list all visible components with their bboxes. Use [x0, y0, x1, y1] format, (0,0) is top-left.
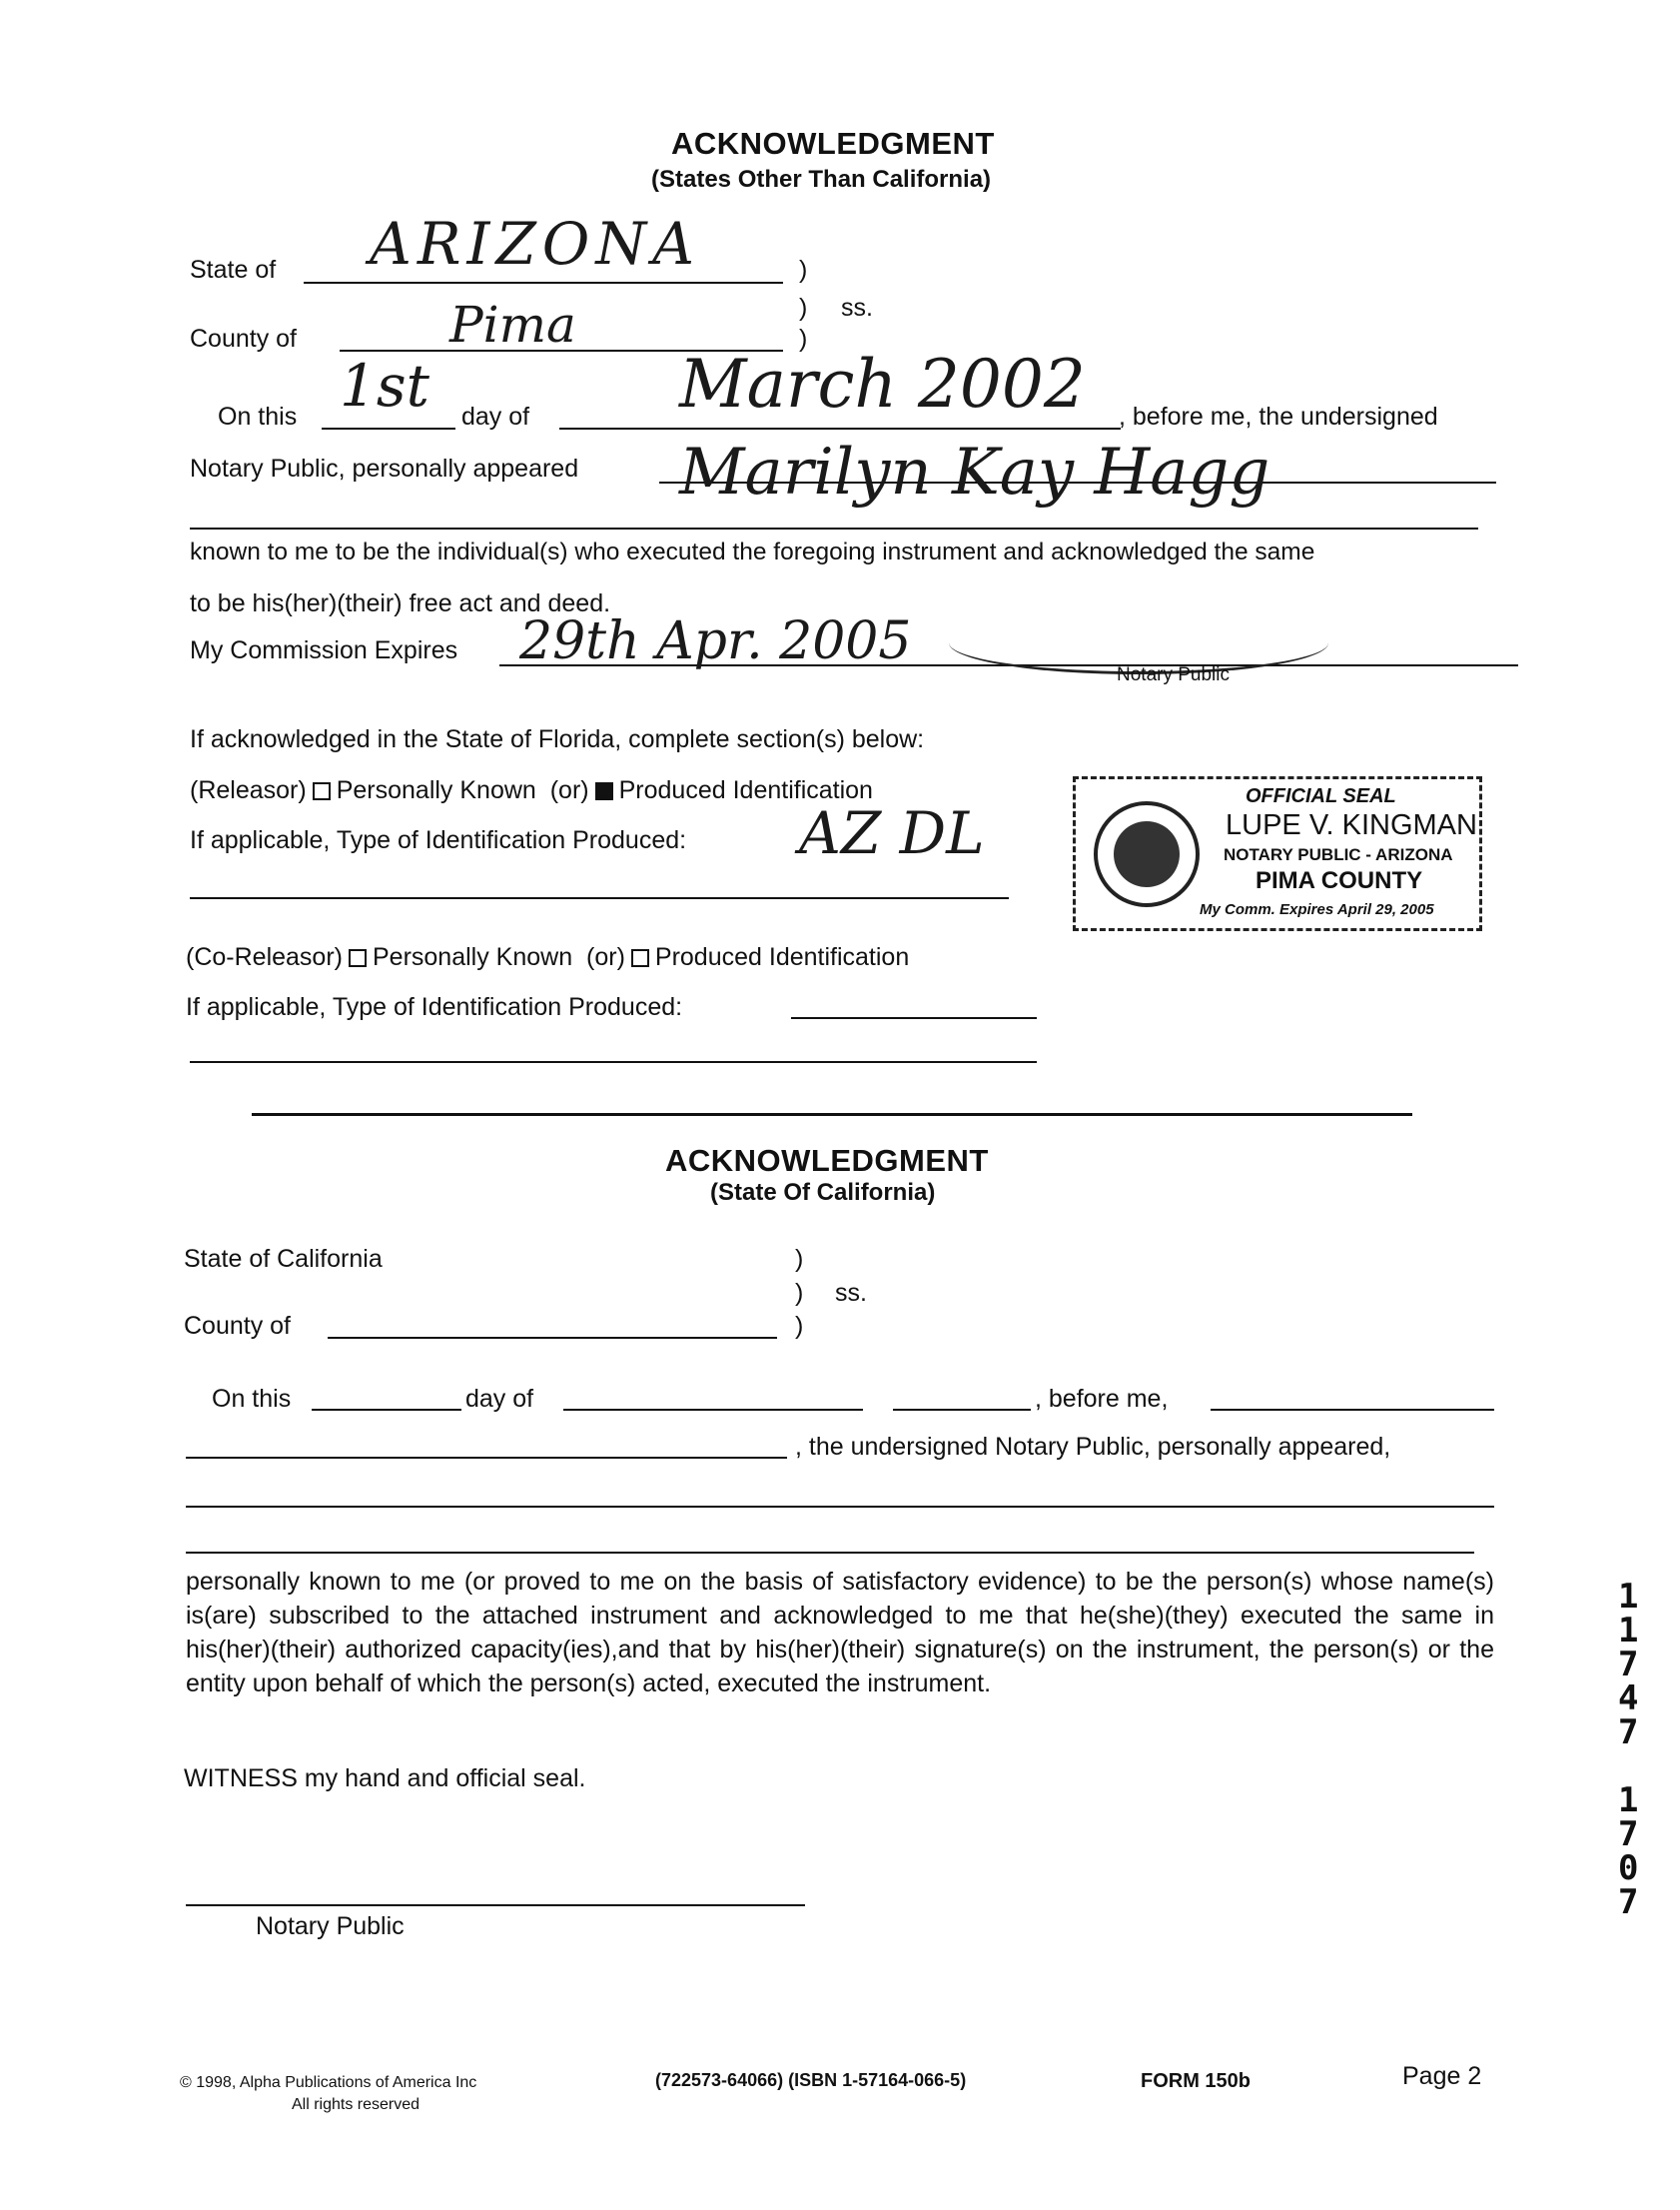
ca-state-label: State of California — [184, 1245, 383, 1273]
ca-year-line — [893, 1409, 1031, 1411]
day-value: 1st — [340, 352, 429, 420]
or-label: (or) — [549, 776, 589, 804]
ca-day-of-label: day of — [465, 1385, 534, 1413]
section-divider — [252, 1113, 1412, 1116]
coreleasor-produced-id-checkbox[interactable] — [631, 949, 649, 967]
before-me-label: , before me, the undersigned — [1119, 403, 1438, 431]
ca-county-line — [328, 1337, 777, 1339]
seal-line4: PIMA COUNTY — [1256, 867, 1423, 894]
ca-paren-1: ) — [795, 1245, 804, 1273]
coreleasor-personally-known-checkbox[interactable] — [349, 949, 367, 967]
ca-ack-subtitle: (State Of California) — [710, 1179, 936, 1206]
ca-paren-2: ) — [795, 1312, 804, 1340]
top-ack-title: ACKNOWLEDGMENT — [671, 126, 995, 161]
ca-date-line — [563, 1409, 863, 1411]
type-id-value: AZ DL — [799, 799, 985, 867]
ss-label: ss. — [841, 294, 873, 322]
margin-digit: 0 — [1618, 1848, 1639, 1888]
releasor-personally-known-checkbox[interactable] — [313, 782, 331, 800]
coreleasor-label: (Co-Releasor) — [186, 943, 343, 971]
ca-notary-signature-line — [186, 1904, 805, 1906]
footer-isbn: (722573-64066) (ISBN 1-57164-066-5) — [655, 2070, 967, 2090]
county-label: County of — [190, 325, 298, 353]
on-this-label: On this — [218, 403, 298, 431]
notary-appeared-label: Notary Public, personally appeared — [190, 455, 579, 483]
releasor-row — [190, 776, 873, 805]
ca-day-line — [312, 1409, 461, 1411]
type-id-line-1 — [190, 897, 1009, 899]
margin-digit: 1 — [1618, 1611, 1639, 1651]
releasor-produced-id-checkbox[interactable] — [595, 782, 613, 800]
coreleasor-produced-id-label: Produced Identification — [654, 943, 910, 971]
ca-undersigned-label: , the undersigned Notary Public, personally appeared, — [795, 1433, 1391, 1461]
ca-notary-public-label: Notary Public — [256, 1912, 405, 1940]
seal-line3: NOTARY PUBLIC - ARIZONA — [1224, 845, 1453, 864]
margin-digit: 1 — [1618, 1577, 1639, 1617]
ca-appeared-line-3 — [186, 1552, 1474, 1554]
footer-copyright: © 1998, Alpha Publications of America Inc — [180, 2074, 477, 2091]
commission-value: 29th Apr. 2005 — [519, 611, 912, 671]
type-id-line-3 — [190, 1061, 1037, 1063]
county-value: Pima — [449, 296, 576, 354]
releasor-label: (Releasor) — [190, 776, 307, 804]
seal-line1: OFFICIAL SEAL — [1246, 785, 1396, 807]
paren-2: ) — [799, 325, 808, 353]
known-text: known to me to be the individual(s) who executed the foregoing instrument and acknowledged the same — [190, 539, 1315, 565]
coreleasor-personally-known-label: Personally Known — [372, 943, 573, 971]
official-seal — [1073, 776, 1482, 931]
notary-public-label: Notary Public — [1117, 664, 1230, 685]
produced-id-label: Produced Identification — [618, 776, 873, 804]
ca-ss-paren: ) — [795, 1279, 804, 1307]
free-act-text: to be his(her)(their) free act and deed. — [190, 589, 611, 617]
margin-digit: 4 — [1618, 1678, 1639, 1718]
margin-digit: 7 — [1618, 1814, 1639, 1854]
type-id-label-2: If applicable, Type of Identification Produced: — [186, 993, 683, 1021]
state-label: State of — [190, 256, 277, 284]
ca-before-me-line — [1211, 1409, 1494, 1411]
florida-text: If acknowledged in the State of Florida, complete section(s) below: — [190, 725, 925, 753]
margin-digit: 7 — [1618, 1882, 1639, 1922]
ca-before-me-label: , before me, — [1035, 1385, 1169, 1413]
ca-ss-label: ss. — [835, 1279, 867, 1307]
ca-county-label: County of — [184, 1312, 292, 1340]
state-line — [304, 282, 783, 284]
margin-digit: 1 — [1618, 1780, 1639, 1820]
coreleasor-or-label: (or) — [586, 943, 625, 971]
day-line — [322, 428, 455, 430]
seal-line5: My Comm. Expires April 29, 2005 — [1200, 901, 1434, 918]
footer-form: FORM 150b — [1141, 2070, 1252, 2092]
ca-on-this-label: On this — [212, 1385, 292, 1413]
ca-ack-title: ACKNOWLEDGMENT — [665, 1143, 989, 1178]
date-value: March 2002 — [679, 346, 1086, 423]
personally-known-label: Personally Known — [336, 776, 536, 804]
state-seal-emblem — [1094, 801, 1200, 907]
appeared-value: Marilyn Kay Hagg — [679, 436, 1270, 510]
seal-line2: LUPE V. KINGMAN — [1226, 809, 1477, 841]
margin-digit: 7 — [1618, 1712, 1639, 1752]
commission-label: My Commission Expires — [190, 636, 458, 664]
date-line — [559, 428, 1121, 430]
day-of-label: day of — [461, 403, 530, 431]
footer-rights: All rights reserved — [292, 2096, 420, 2113]
ss-paren: ) — [799, 294, 808, 322]
appeared-line-2 — [190, 528, 1478, 530]
footer-page: Page 2 — [1402, 2062, 1482, 2090]
type-id-line-2 — [791, 1017, 1037, 1019]
paren-1: ) — [799, 256, 808, 284]
ca-paragraph: personally known to me (or proved to me on the basis of satisfactory evidence) to be the person(s) whose name(s) is(are) subscribed to the attached instrument and acknowledged to me that he(she)(they) executed the same in his(her)(their) authorized capacity(ies),and that by his(her)(their) signature(s) on the instrument, the person(s) or the entity upon behalf of which the person(s) acted, executed the instrument. — [186, 1568, 1494, 1697]
ca-witness-text: WITNESS my hand and official seal. — [184, 1764, 586, 1792]
type-id-label: If applicable, Type of Identification Produced: — [190, 826, 687, 854]
top-ack-subtitle: (States Other Than California) — [651, 166, 992, 193]
coreleasor-row — [186, 943, 909, 972]
margin-digit: 7 — [1618, 1645, 1639, 1684]
state-value: ARIZONA — [370, 210, 700, 278]
ca-appeared-line-1 — [186, 1457, 787, 1459]
ca-appeared-line-2 — [186, 1506, 1494, 1508]
